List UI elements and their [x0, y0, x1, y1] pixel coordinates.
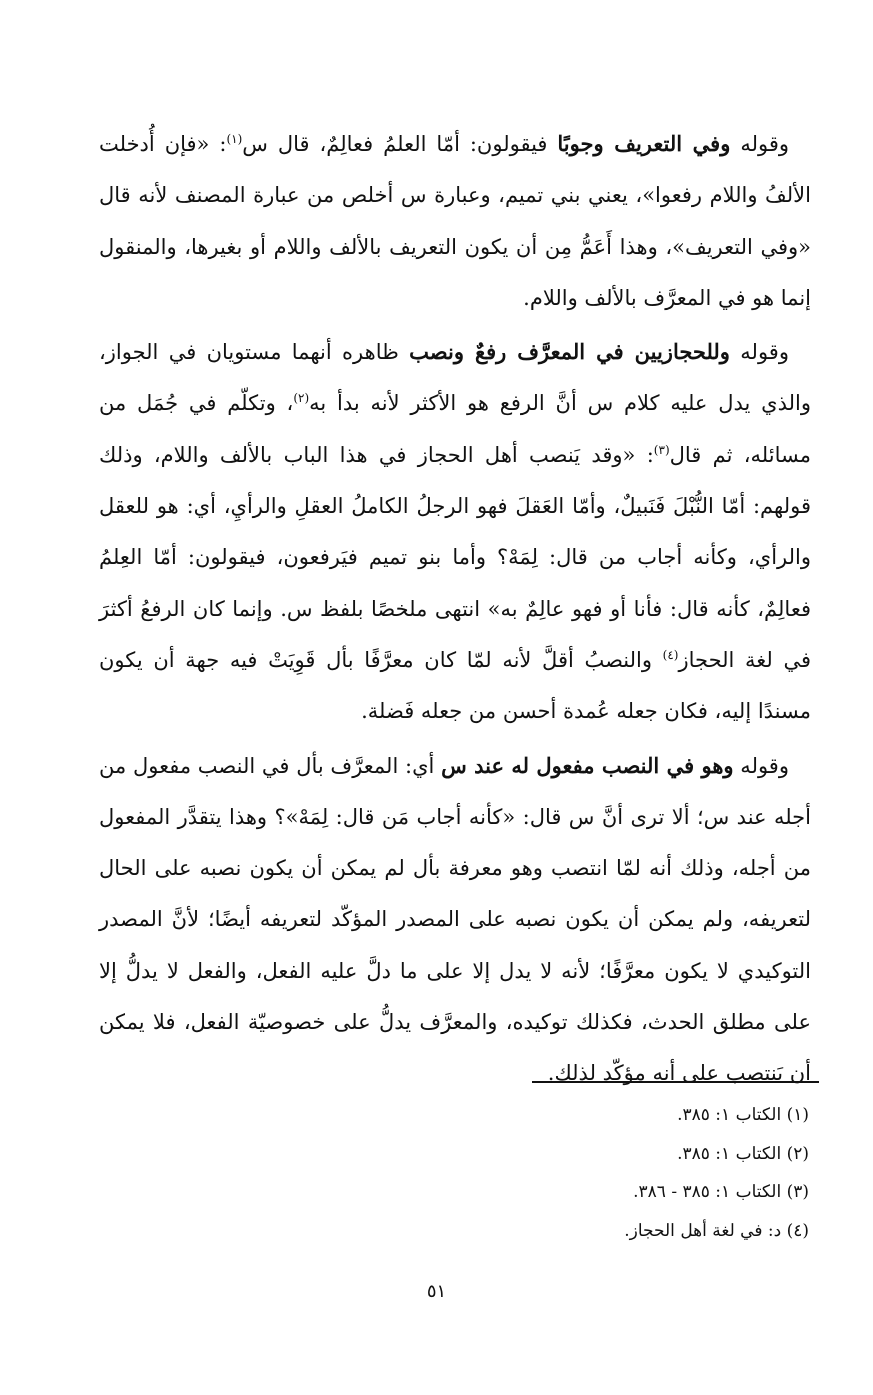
text-segment: فيقولون: أمّا العلمُ فعالِمٌ، قال س	[242, 132, 558, 156]
lead-phrase: وهو في النصب مفعول له عند س	[441, 752, 734, 778]
footnote-marker: (٤)	[662, 647, 679, 662]
footnote-marker: (٢)	[293, 391, 310, 406]
text-segment: : «وقد يَنصب أهل الحجاز في هذا الباب بالألف واللام، وذلك قولهم: أمّا النُّبْلَ فَنَبيلٌ، وأمّا العَقلَ فهو الرجلُ الكاملُ العقلِ والرأيِ، أي: هو للعقل والرأي، وكأنه أجاب من قال: لِمَهْ؟ وأما بنو تميم فيَرفعون، فيقولون: أمّا العِلمُ فعالِمٌ، كأنه قال: فأنا أو فهو عالِمٌ به» انتهى ملخصًا بلفظ س. وإنما كان الرفعُ أكثرَ في لغة الحجاز	[99, 442, 811, 672]
text-segment: أي: المعرَّف بأل في النصب مفعول من أجله عند س؛ ألا ترى أنَّ س قال: «كأنه أجاب مَن قال: لِمَهْ»؟ وهذا يتقدَّر المفعول من أجله، وذلك أنه لمّا انتصب وهو معرفة بأل لم يمكن أن يكون نصبه على الحال لتعريفه، ولم يمكن أن يكون نصبه على المصدر المؤكّد لتعريفه أيضًا؛ لأنَّ المصدر التوكيدي لا يكون معرَّفًا؛ لأنه لا يدل إلا على ما دلَّ عليه الفعل، والفعل لا يدلُّ إلا على مطلق الحدث، فكذلك توكيده، والمعرَّف يدلُّ على خصوصيّة الفعل، فلا يمكن أن يَنتصب على أنه مؤكّد لذلك.	[99, 753, 811, 1086]
footnote-3: (٣) الكتاب ١: ٣٨٥ - ٣٨٦.	[633, 1182, 809, 1202]
paragraph-3	[99, 740, 811, 1100]
footnote-1: (١) الكتاب ١: ٣٨٥.	[677, 1105, 809, 1125]
text-segment: : «فإن أُدخلت الألفُ واللام رفعوا»، يعني بني تميم، وعبارة س أخلص من عبارة المصنف لأنه قال «وفي التعريف»، وهذا أَعَمُّ مِن أن يكون التعريف بالألف واللام أو بغيرها، والمنقول إنما هو في المعرَّف بالألف واللام.	[99, 132, 811, 310]
page-number: ٥١	[426, 1281, 447, 1302]
text-segment: وقوله	[733, 753, 789, 778]
lead-phrase: وللحجازيين في المعرَّف رفعٌ ونصب	[409, 339, 730, 365]
paragraph-1	[99, 118, 811, 324]
footnote-separator	[532, 1081, 819, 1083]
text-segment: والنصبُ أقلَّ لأنه لمّا كان معرَّفًا بأل قَوِيَتْ فيه جهة أن يكون مسندًا إليه، فكان جعله عُمدة أحسن من جعله فَضلة.	[99, 647, 811, 724]
footnote-marker: (١)	[226, 132, 243, 146]
lead-phrase: وفي التعريف وجوبًا	[557, 131, 731, 156]
footnote-marker: (٣)	[653, 442, 670, 457]
text-segment: ظاهره أنهما مستويان في الجواز، والذي يدل عليه كلام س أنَّ الرفع هو الأكثر لأنه بدأ به	[99, 340, 812, 416]
text-segment: ، وتكلّم في جُمَل من مسائله، ثم قال	[99, 391, 811, 467]
footnote-2: (٢) الكتاب ١: ٣٨٥.	[677, 1143, 809, 1164]
text-segment: وقوله	[729, 340, 789, 365]
main-text	[99, 118, 811, 1100]
paragraph-2	[99, 326, 811, 737]
footnote-4: (٤) د: في لغة أهل الحجاز.	[624, 1220, 809, 1241]
text-segment: وقوله	[730, 132, 789, 156]
footnotes	[309, 1096, 809, 1250]
